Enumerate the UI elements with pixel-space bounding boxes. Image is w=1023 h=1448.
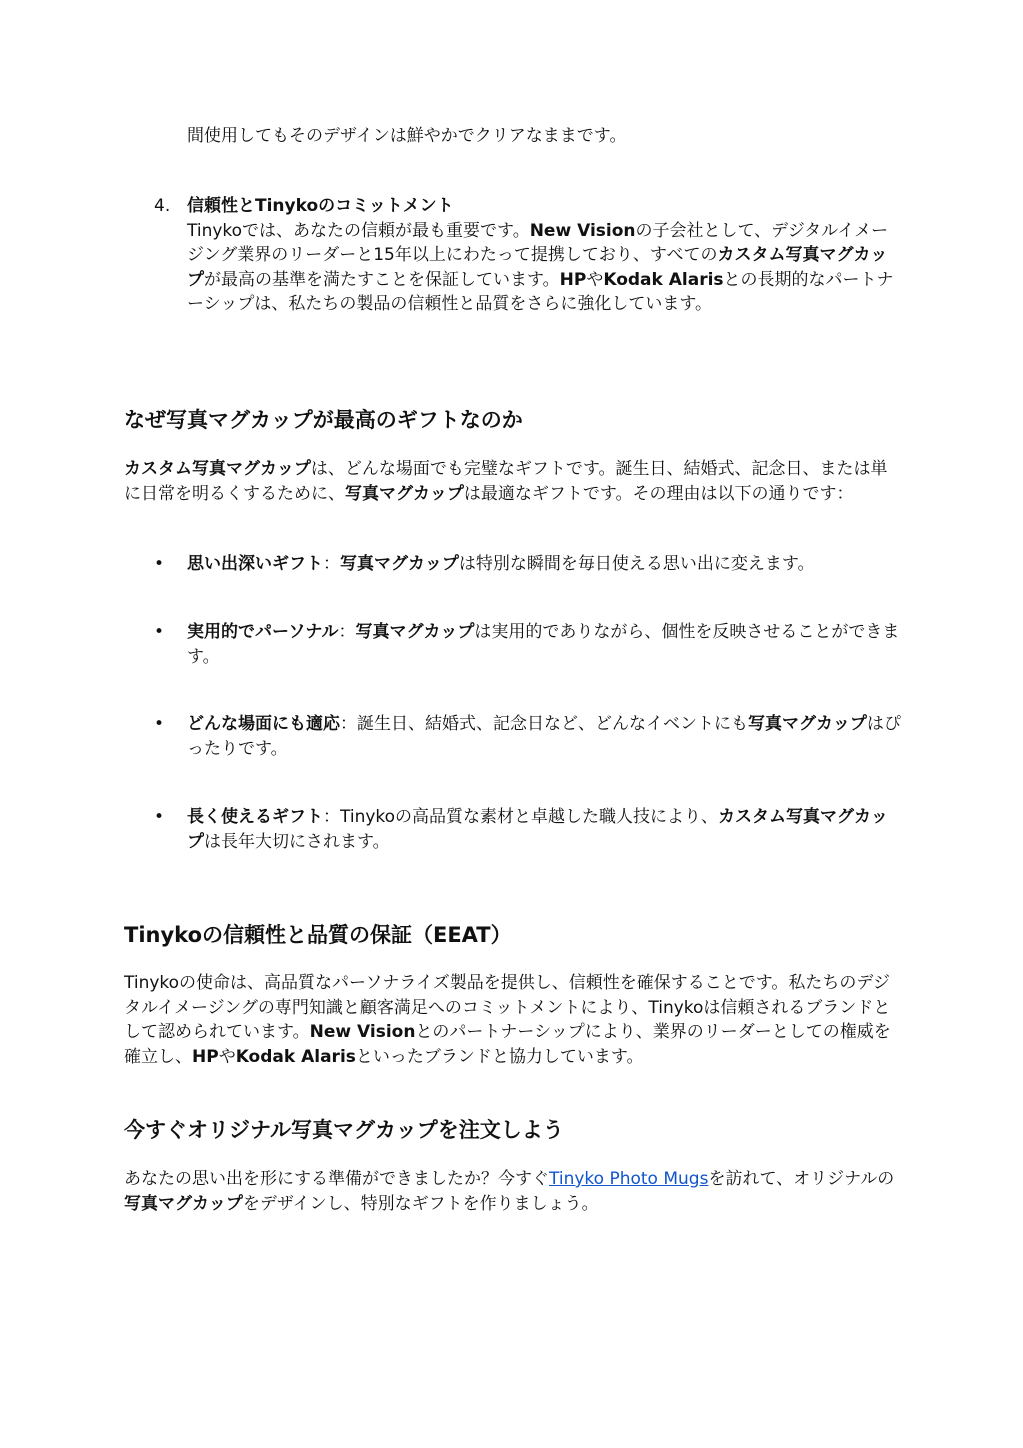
bullet-4-bold: カスタム写真マグカップ	[187, 807, 888, 852]
tinyko-photo-mugs-link[interactable]: Tinyko Photo Mugs	[549, 1169, 709, 1189]
order-paragraph	[124, 1167, 902, 1216]
bullet-4-symbol: •	[154, 807, 165, 827]
bullet-2-bold: 写真マグカップ	[355, 622, 475, 642]
bullet-1-label: 思い出深いギフト	[187, 554, 323, 574]
item4-text-2: の子会社として、デジタルイメージング業界のリーダーと15年以上にわたって提携しており、すべての	[187, 220, 889, 265]
item4-text-5: との長期的なパートナーシップは、私たちの製品の信頼性と品質をさらに強化しています。	[187, 269, 894, 314]
order-text-1: あなたの思い出を形にする準備ができましたか？今すぐ	[124, 1169, 549, 1189]
bullet-1-sep: ：	[323, 554, 340, 574]
bullet-1-symbol: •	[154, 554, 165, 574]
bullet-4-label: 長く使えるギフト	[187, 807, 323, 827]
item4-title: 信頼性とTinykoのコミットメント	[187, 196, 454, 216]
order-text-2: を訪れて、オリジナルの	[708, 1169, 895, 1189]
bullet-2-item	[187, 620, 902, 669]
gift-intro-text-2: は最適なギフトです。その理由は以下の通りです：	[463, 483, 854, 504]
bullet-4-item	[187, 805, 902, 854]
gift-intro-bold-2: 写真マグカップ	[345, 483, 464, 504]
item4-body	[187, 219, 902, 317]
bullet-1-bold: 写真マグカップ	[340, 554, 459, 574]
bullet-3-text: 誕生日、結婚式、記念日など、どんなイベントにも	[357, 714, 748, 734]
item4-bold-custom-mug: カスタム写真マグカップ	[187, 245, 888, 290]
bullet-3-text-2: はぴったりです。	[187, 714, 901, 759]
intro-tail-text: 間使用してもそのデザインは鮮やかでクリアなままです。	[187, 126, 627, 146]
bullet-2-label: 実用的でパーソナル	[187, 622, 339, 642]
gift-intro-paragraph	[124, 457, 902, 506]
order-text-3: をデザインし、特別なギフトを作りましょう。	[242, 1193, 599, 1214]
item4-bold-hp: HP	[559, 269, 587, 290]
bullet-4-sep: ：	[323, 807, 340, 827]
list-number-4: 4.	[154, 196, 171, 216]
bullet-4-text: Tinykoの高品質な素材と卓越した職人技により、	[340, 807, 719, 827]
bullet-3-item	[187, 712, 902, 761]
eeat-paragraph	[124, 971, 902, 1069]
gift-intro-bold-1: カスタム写真マグカップ	[124, 459, 311, 479]
eeat-text-1: Tinykoの使命は、高品質なパーソナライズ製品を提供し、信頼性を確保することです。私たちのデジタルイメージングの専門知識と顧客満足へのコミットメントにより、Tinykoは信頼されるブランドとして認められています。	[124, 973, 891, 1042]
bullet-2-sep: ：	[338, 622, 356, 642]
item4-bold-new-vision: New Vision	[529, 220, 636, 241]
bullet-2-symbol: •	[154, 622, 165, 642]
gift-section-heading: なぜ写真マグカップが最高のギフトなのか	[124, 408, 523, 432]
bullet-2-text: は実用的でありながら、個性を反映させることができます。	[187, 622, 900, 667]
order-bold-photo-mug: 写真マグカップ	[124, 1193, 243, 1214]
bullet-3-label: どんな場面にも適応	[187, 714, 340, 734]
item4-bold-kodak: Kodak Alaris	[603, 269, 724, 290]
item4-paragraph	[187, 194, 902, 317]
bullet-3-bold: 写真マグカップ	[748, 714, 867, 734]
item4-text-3: が最高の基準を満たすことを保証しています。	[204, 269, 560, 290]
eeat-text-3: や	[218, 1046, 236, 1067]
item4-text-4: や	[586, 269, 604, 290]
item4-text-1: Tinykoでは、あなたの信頼が最も重要です。	[187, 220, 530, 241]
eeat-bold-kodak: Kodak Alaris	[235, 1046, 356, 1067]
intro-tail-paragraph	[187, 124, 902, 149]
bullet-4-text-2: は長年大切にされます。	[204, 831, 390, 852]
bullet-1-item	[187, 552, 902, 577]
gift-intro-text-1: は、どんな場面でも完璧なギフトです。誕生日、結婚式、記念日、または単に日常を明るくするために、	[124, 459, 888, 504]
bullet-3-sep: ：	[340, 714, 357, 734]
order-section-heading: 今すぐオリジナル写真マグカップを注文しよう	[124, 1118, 564, 1142]
eeat-text-4: といったブランドと協力しています。	[355, 1046, 644, 1067]
eeat-text-2: とのパートナーシップにより、業界のリーダーとしての権威を確立し、	[124, 1022, 891, 1067]
eeat-bold-hp: HP	[192, 1046, 219, 1067]
eeat-bold-new-vision: New Vision	[309, 1022, 416, 1042]
bullet-3-symbol: •	[154, 714, 165, 734]
bullet-1-text: は特別な瞬間を毎日使える思い出に変えます。	[458, 554, 815, 574]
eeat-section-heading: Tinykoの信頼性と品質の保証（EEAT）	[124, 923, 512, 947]
